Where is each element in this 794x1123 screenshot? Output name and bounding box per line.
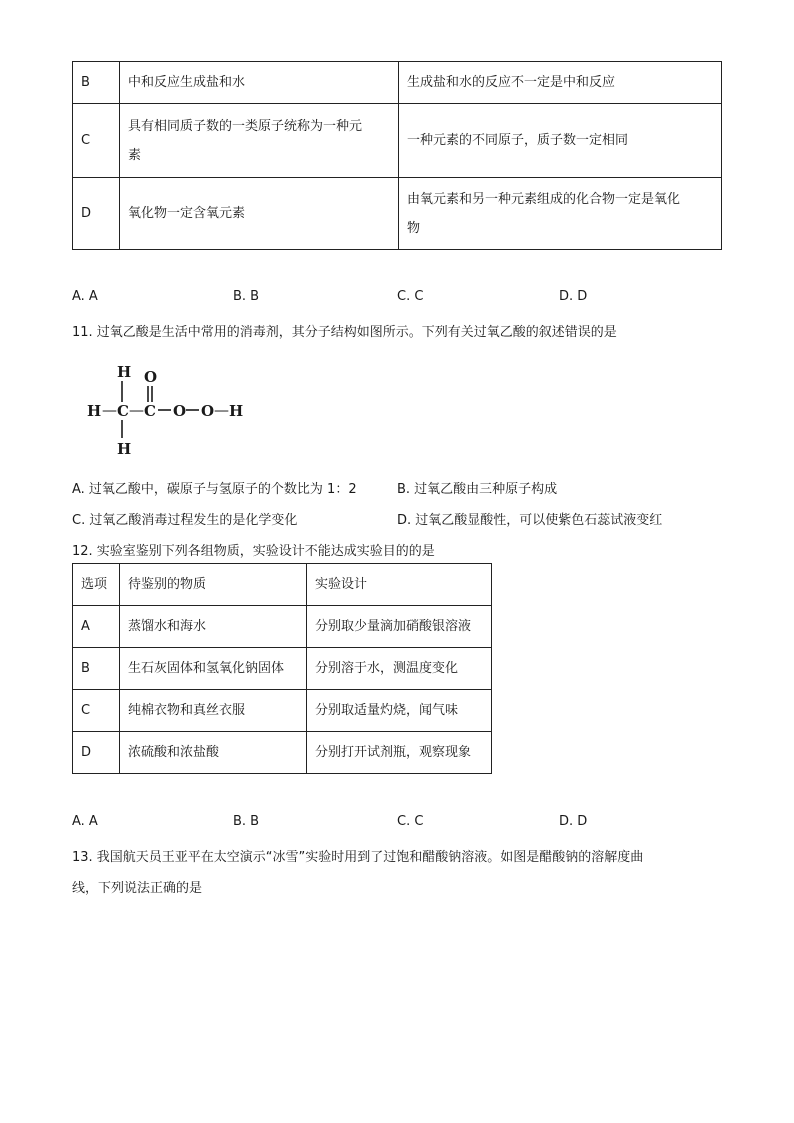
column-header: 选项 — [73, 564, 120, 606]
table-row — [73, 178, 722, 250]
answer-option: B. B — [233, 289, 260, 304]
column-header: 待鉴别的物质 — [120, 564, 307, 606]
answer-option: D. D — [559, 289, 588, 304]
table-row — [73, 648, 492, 690]
cell-substances: 生石灰固体和氢氧化钠固体 — [120, 648, 307, 690]
cell-line: 由氧元素和另一种元素组成的化合物一定是氧化 — [407, 191, 681, 207]
atom-label: H — [117, 363, 132, 381]
question-stem: 线，下列说法正确的是 — [72, 881, 203, 896]
row-label: D — [73, 178, 120, 250]
answer-option: A. 过氧乙酸中，碳原子与氢原子的个数比为 1：2 — [72, 482, 357, 497]
cell-design: 分别取少量滴加硝酸银溶液 — [307, 606, 492, 648]
row-label: C — [73, 104, 120, 178]
question-stem: 12. 实验室鉴别下列各组物质，实验设计不能达成实验目的的是 — [72, 544, 435, 559]
row-label: B — [73, 62, 120, 104]
column-header: 实验设计 — [307, 564, 492, 606]
answer-option: A. A — [72, 289, 98, 304]
cell-counter: 一种元素的不同原子，质子数一定相同 — [399, 104, 722, 178]
table-row — [73, 732, 492, 774]
answer-option: D. D — [559, 814, 588, 829]
experiment-table — [72, 563, 492, 774]
atom-label: O — [201, 402, 215, 420]
answer-option: C. C — [397, 814, 424, 829]
table-row — [73, 690, 492, 732]
answer-option: B. 过氧乙酸由三种原子构成 — [397, 482, 558, 497]
table-row — [73, 62, 722, 104]
cell-design: 分别溶于水，测温度变化 — [307, 648, 492, 690]
row-label: C — [73, 690, 120, 732]
answer-option: C. C — [397, 289, 424, 304]
question-stem: 13. 我国航天员王亚平在太空演示“冰雪”实验时用到了过饱和醋酸钠溶液。如图是醋酸钠的溶解度曲 — [72, 850, 644, 865]
table-row — [73, 104, 722, 178]
answer-option: A. A — [72, 814, 98, 829]
cell-substances: 纯棉衣物和真丝衣服 — [120, 690, 307, 732]
atom-label: C — [144, 402, 156, 420]
comparison-table — [72, 61, 722, 250]
row-label: A — [73, 606, 120, 648]
cell-line: 物 — [407, 220, 421, 236]
cell-counter: 生成盐和水的反应不一定是中和反应 — [399, 62, 722, 104]
bond-dash: — — [214, 401, 229, 419]
molecule-structure — [82, 358, 257, 463]
atom-label: H — [117, 440, 132, 458]
cell-line: 素 — [128, 147, 142, 163]
atom-label: O — [144, 368, 158, 386]
atom-label: O — [173, 402, 187, 420]
cell-line: 具有相同质子数的一类原子统称为一种元 — [128, 118, 363, 134]
row-label: D — [73, 732, 120, 774]
cell-statement — [120, 104, 399, 178]
atom-label: C — [117, 402, 129, 420]
question-stem: 11. 过氧乙酸是生活中常用的消毒剂，其分子结构如图所示。下列有关过氧乙酸的叙述错误的是 — [72, 325, 617, 340]
row-label: B — [73, 648, 120, 690]
bond-dash: — — [102, 401, 117, 419]
cell-statement: 中和反应生成盐和水 — [120, 62, 399, 104]
answer-option: B. B — [233, 814, 260, 829]
cell-design: 分别打开试剂瓶，观察现象 — [307, 732, 492, 774]
table-row — [73, 606, 492, 648]
bond-dash: — — [129, 401, 144, 419]
answer-option: D. 过氧乙酸显酸性，可以使紫色石蕊试液变红 — [397, 513, 663, 528]
cell-design: 分别取适量灼烧，闻气味 — [307, 690, 492, 732]
cell-counter — [399, 178, 722, 250]
atom-label: H — [87, 402, 102, 420]
answer-option: C. 过氧乙酸消毒过程发生的是化学变化 — [72, 513, 298, 528]
cell-statement: 氧化物一定含氧元素 — [120, 178, 399, 250]
cell-substances: 蒸馏水和海水 — [120, 606, 307, 648]
table-header-row — [73, 564, 492, 606]
cell-substances: 浓硫酸和浓盐酸 — [120, 732, 307, 774]
atom-label: H — [229, 402, 244, 420]
